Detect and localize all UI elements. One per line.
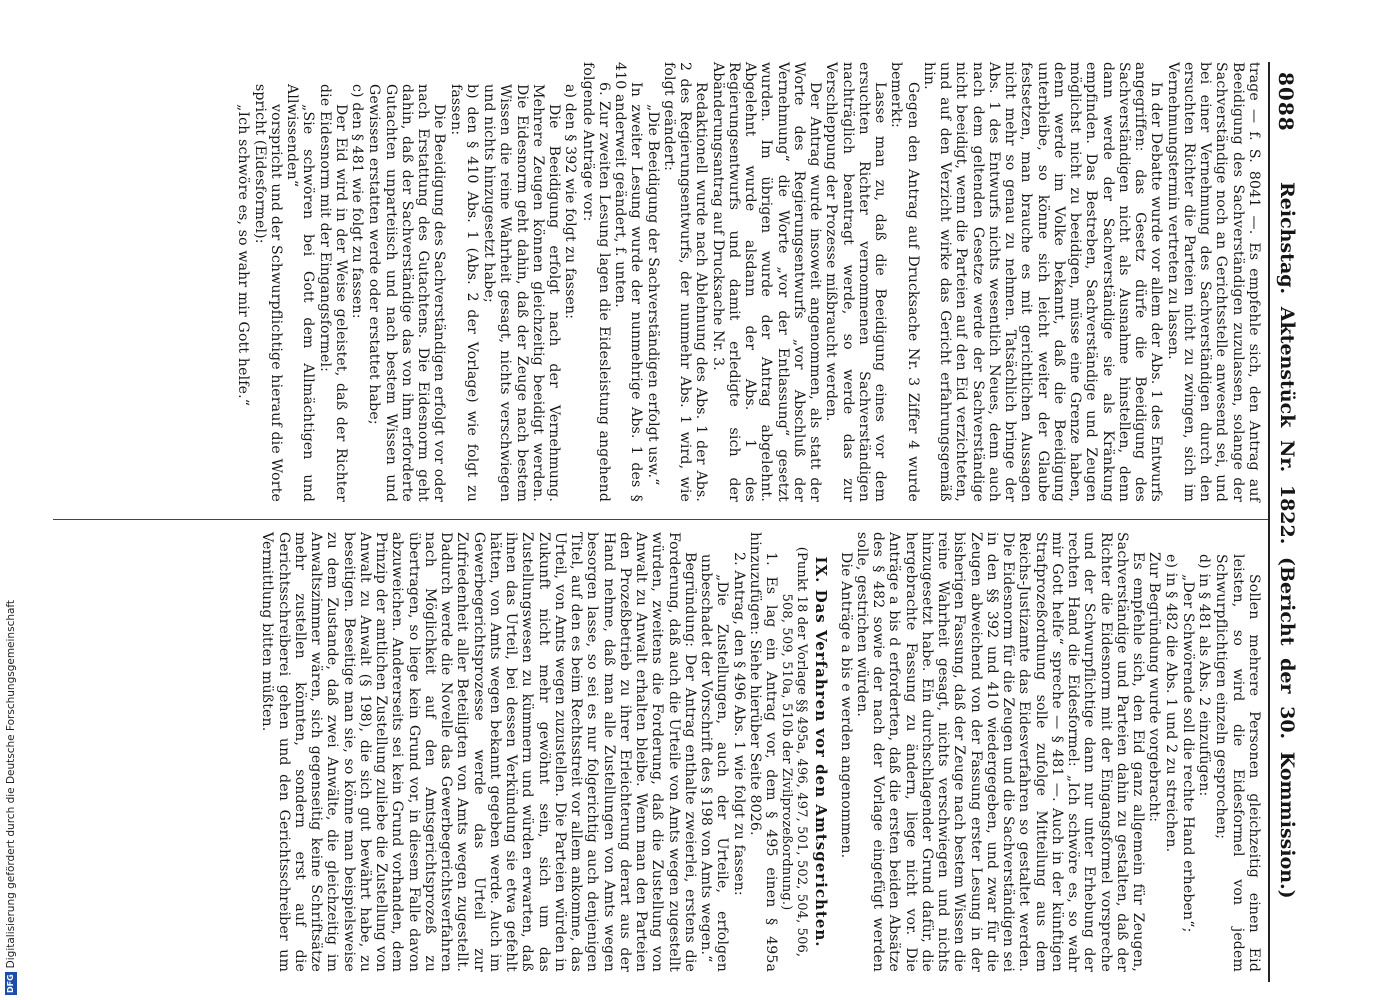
paragraph: a) den § 392 wie folgt zu fassen: [562,84,579,320]
paragraph: 1. Es lag ein Antrag vor, dem § 495 einen § 495a hinzuzufügen: Siehe hierüber Seite 8026. [747,532,780,972]
right-column-section [259,532,779,972]
paragraph: c) den § 481 wie folgt zu fassen: [349,84,366,319]
dfg-logo: DFG [6,974,15,993]
paragraph: b) den § 410 Abs. 1 (Abs. 2 der Vorlage) wie folgt zu fassen: [447,84,480,502]
paragraph: d) in § 481 als Abs. 2 einzufügen: [1196,554,1213,797]
paragraph: In zweiter Lesung wurde der nunmehrige Abs. 1 des § 410 anderweit geändert, f. unten. [612,62,645,502]
paragraph: 6. Zur zweiten Lesung lagen die Eidesleistung angehend folgende Anträge vor: [579,62,612,502]
paragraph: „Sie schwören bei Gott dem Allmächtigen und Allwissenden“ [284,84,317,502]
page-header [1272,62,1298,982]
paragraph: Lasse man zu, daß die Beeidigung eines vor dem ersuchten Richter vernommenen Sachverständigen nachträglich beantragt werde, so werde das zur Verschleppung der Prozesse mißbraucht werden. [823,62,889,502]
paragraph: 2. Antrag, den § 496 Abs. 1 wie folgt zu fassen: [730,552,747,896]
paragraph: In der Debatte wurde vor allem der Abs. 1 des Entwurfs angegriffen: das Gesetz dürfe die Beeidigung des Sachverständigen nicht als Ausnahme hinstellen, denn dann werde der Sachverständige sie als Kränkung empfinden. Das Bestreben, Sachverständige und Zeugen möglichst nicht zu beeidigen, müsse eine Grenze haben, denn werde im Volke bekannt, daß die Beeidigung unterbleibe, so könne sich leicht weiter der Glaube festsetzen, man brauche es mit gerichtlichen Aussagen nicht mehr so genau zu nehmen. Tatsächlich bringe der Abs. 1 des Entwurfs nichts wesentlich Neues, denn auch nach dem geltenden Gesetze werde der Sachverständige nicht beeidigt, wenn die Parteien auf den Eid verzichteten, und auf den Verzicht wirke das Gericht erfahrungsgemäß hin. [921,62,1165,502]
paragraph: Sollen mehrere Personen gleichzeitig einen Eid leisten, so wird die Eidesformel von jedem Schwurpflichtigen einzeln gesprochen; [1213,554,1262,972]
paragraph: Der Antrag wurde insoweit angenommen, als statt der Worte des Regierungsentwurfs „vor Abschluß der Vernehmung“ die Worte „vor der Entlassung“ gesetzt wurden. Im übrigen wurde der Antrag abgelehnt. Abgelehnt wurde alsdann der Abs. 1 des Regierungsentwurfs und damit erledigte sich der Abänderungsantrag auf Drucksache Nr. 3. [709,62,824,502]
header-rule [1268,62,1270,982]
running-head: Reichstag. Aktenstück Nr. 1822. (Bericht der 30. Kommission.) [1276,182,1298,899]
right-column [259,532,1262,972]
paragraph: „Ich schwöre es, so wahr mir Gott helfe.“ [235,104,252,407]
digitization-credit [2,40,20,995]
credit-text: Digitalisierung gefördert durch die Deutsche Forschungsgemeinschaft [5,599,17,969]
paragraph: Begründung: Der Antrag enthalte zweierlei, erstens die Forderung, daß auch die Urteile von Amts wegen zugestellt würden, zweitens die Forderung, daß die Zustellung von Anwalt zu Anwalt erhalten bleibe. Wenn man den Parteien den Prozeßbetrieb zu ihrer Erleichterung derart aus der Hand nehme, daß man alle Zustellungen von Amts wegen besorgen lasse, so sei es nur folgerichtig auch denjenigen Titel, auf den es beim Rechtsstreit vor allem ankomme, das Urteil, von Amts wegen zuzustellen. Die Parteien würden in Zukunft nicht mehr gewöhnt sein, sich um das Zustellungswesen zu kümmern und würden erwarten, daß ihnen das Urteil, bei dessen Verkündung sie etwa gefehlt hätten, von Amts wegen bekannt gegeben werde. Auch im Gewerbegerichtsprozesse werde das Urteil zur Zufriedenheit aller Beteiligten von Amts wegen zugestellt. Dadurch werde die Novelle das Gewerbegerichtsverfahren nach Möglichkeit auf den Amtsgerichtsprozeß zu übertragen, so liege kein Grund vor, in diesem Falle davon abzuweichen. Andererseits sei kein Grund vorhanden, dem Prinzip der amtlichen Zustellung zuliebe die Zustellung von Anwalt zu Anwalt (§ 198), die sich gut bewährt habe, zu beseitigen. Beseitige man sie, so könne man beispielsweise zu dem Zustande, daß zwei Anwälte, die gleichzeitig im Anwaltszimmer wären, sich gegenseitig keine Schriftsätze mehr zustellen könnten, sondern erst auf die Gerichtsschreiberei gehen und den Gerichtsschreiber um Vermittlung bitten müßten. [259,532,698,972]
paragraph: e) in § 482 die Abs. 1 und 2 zu streichen. [1162,554,1179,853]
paragraph: Zur Begründung wurde vorgebracht: [1146,552,1163,823]
left-column [235,62,1262,502]
paragraph: „Die Beeidigung der Sachverständigen erfolgt usw.“ [644,104,661,486]
section-subtitle: (Punkt 18 der Vorlage §§ 495a, 496, 497, 501, 502, 504, 506, 508, 509, 510a, 510b der Zivilprozeßordnung.) [779,546,810,958]
paragraph: Die Beeidigung des Sachverständigen erfolgt vor oder nach Erstattung des Gutachtens. Die Eidesnorm geht dahin, daß der Sachverständige das von ihm erforderte Gutachten unparteiisch und nach bestem Wissen und Gewissen erstatten werde oder erstattet habe; [366,84,448,502]
page-number: 8088 [1274,72,1298,132]
paragraph: vorspricht und der Schwurpflichtige hierauf die Worte spricht (Eidesformel): [251,84,284,502]
paragraph: „Die Zustellungen, auch der Urteile, erfolgen unbeschadet der Vorschrift des § 198 von Amts wegen.“ [698,554,731,972]
paragraph: Die Beeidigung erfolgt nach der Vernehmung. Mehrere Zeugen können gleichzeitig beeidigt werden. Die Eidesnorm geht dahin, daß der Zeuge nach bestem Wissen die reine Wahrheit gesagt, nichts verschwiegen und nichts hinzugesetzt habe; [481,84,563,502]
paragraph: Es empfehle sich, den Eid ganz allgemein für Zeugen, Sachverständige und Parteien dahin zu gestalten, daß der Richter die Eidesnorm mit der Eingangsformel vorspreche und der Schwurpflichtige dann nur unter Erhebung der rechten Hand die Eidesformel: „Ich schwöre es, so wahr mir Gott helfe“ spreche — § 481 —. Auch in der künftigen Strafprozeßordnung solle zufolge Mitteilung aus dem Reichs-Justizamte das Eidesverfahren so gestaltet werden. Die Eidesnorm für die Zeugen und die Sachverständigen sei in den §§ 392 und 410 wiedergegeben, und zwar für die Zeugen abweichend von der Fassung erster Lesung in der bisherigen Fassung, daß der Zeuge nach bestem Wissen die reine Wahrheit gesagt, nichts verschwiegen und nichts hinzugesetzt habe. Ein durchschlagender Grund dafür, die hergebrachte Fassung zu ändern, liege nicht vor. Die Anträge a bis d erforderten, daß die ersten beiden Absätze des § 482 sowie der nach der Vorlage eingefügt werden solle, gestrichen würden. [854,532,1147,972]
paragraph: Redaktionell wurde nach Ablehnung des Abs. 1 der Abs. 2 des Regierungsentwurfs, der nunmehr Abs. 1 wird, wie folgt geändert: [661,62,710,502]
section-heading: IX. Das Verfahren vor den Amtsgerichten. [812,556,831,948]
document-page [48,62,1298,982]
paragraph: trage — f. S. 8041 —. Es empfehle sich, den Antrag auf Beeidigung des Sachverständigen zuzulassen, solange der Sachverständige noch an Gerichtsstelle anwesend sei, und bei einer Vernehmung des Sachverständigen durch den ersuchten Richter die Parteien nicht zu zwingen, sich im Vernehmungstermin vertreten zu lassen. [1164,62,1262,502]
paragraph: „Der Schwörende soll die rechte Hand erheben“; [1180,574,1196,933]
paragraph: Gegen den Antrag auf Drucksache Nr. 3 Ziffer 4 wurde bemerkt: [888,62,921,502]
paragraph: Der Eid wird in der Weise geleistet, daß der Richter die Eidesnorm mit der Eingangsformel: [316,84,349,502]
right-column-intro [838,532,1263,972]
column-divider [53,519,1268,520]
paragraph: Die Anträge a bis e werden angenommen. [837,552,854,859]
